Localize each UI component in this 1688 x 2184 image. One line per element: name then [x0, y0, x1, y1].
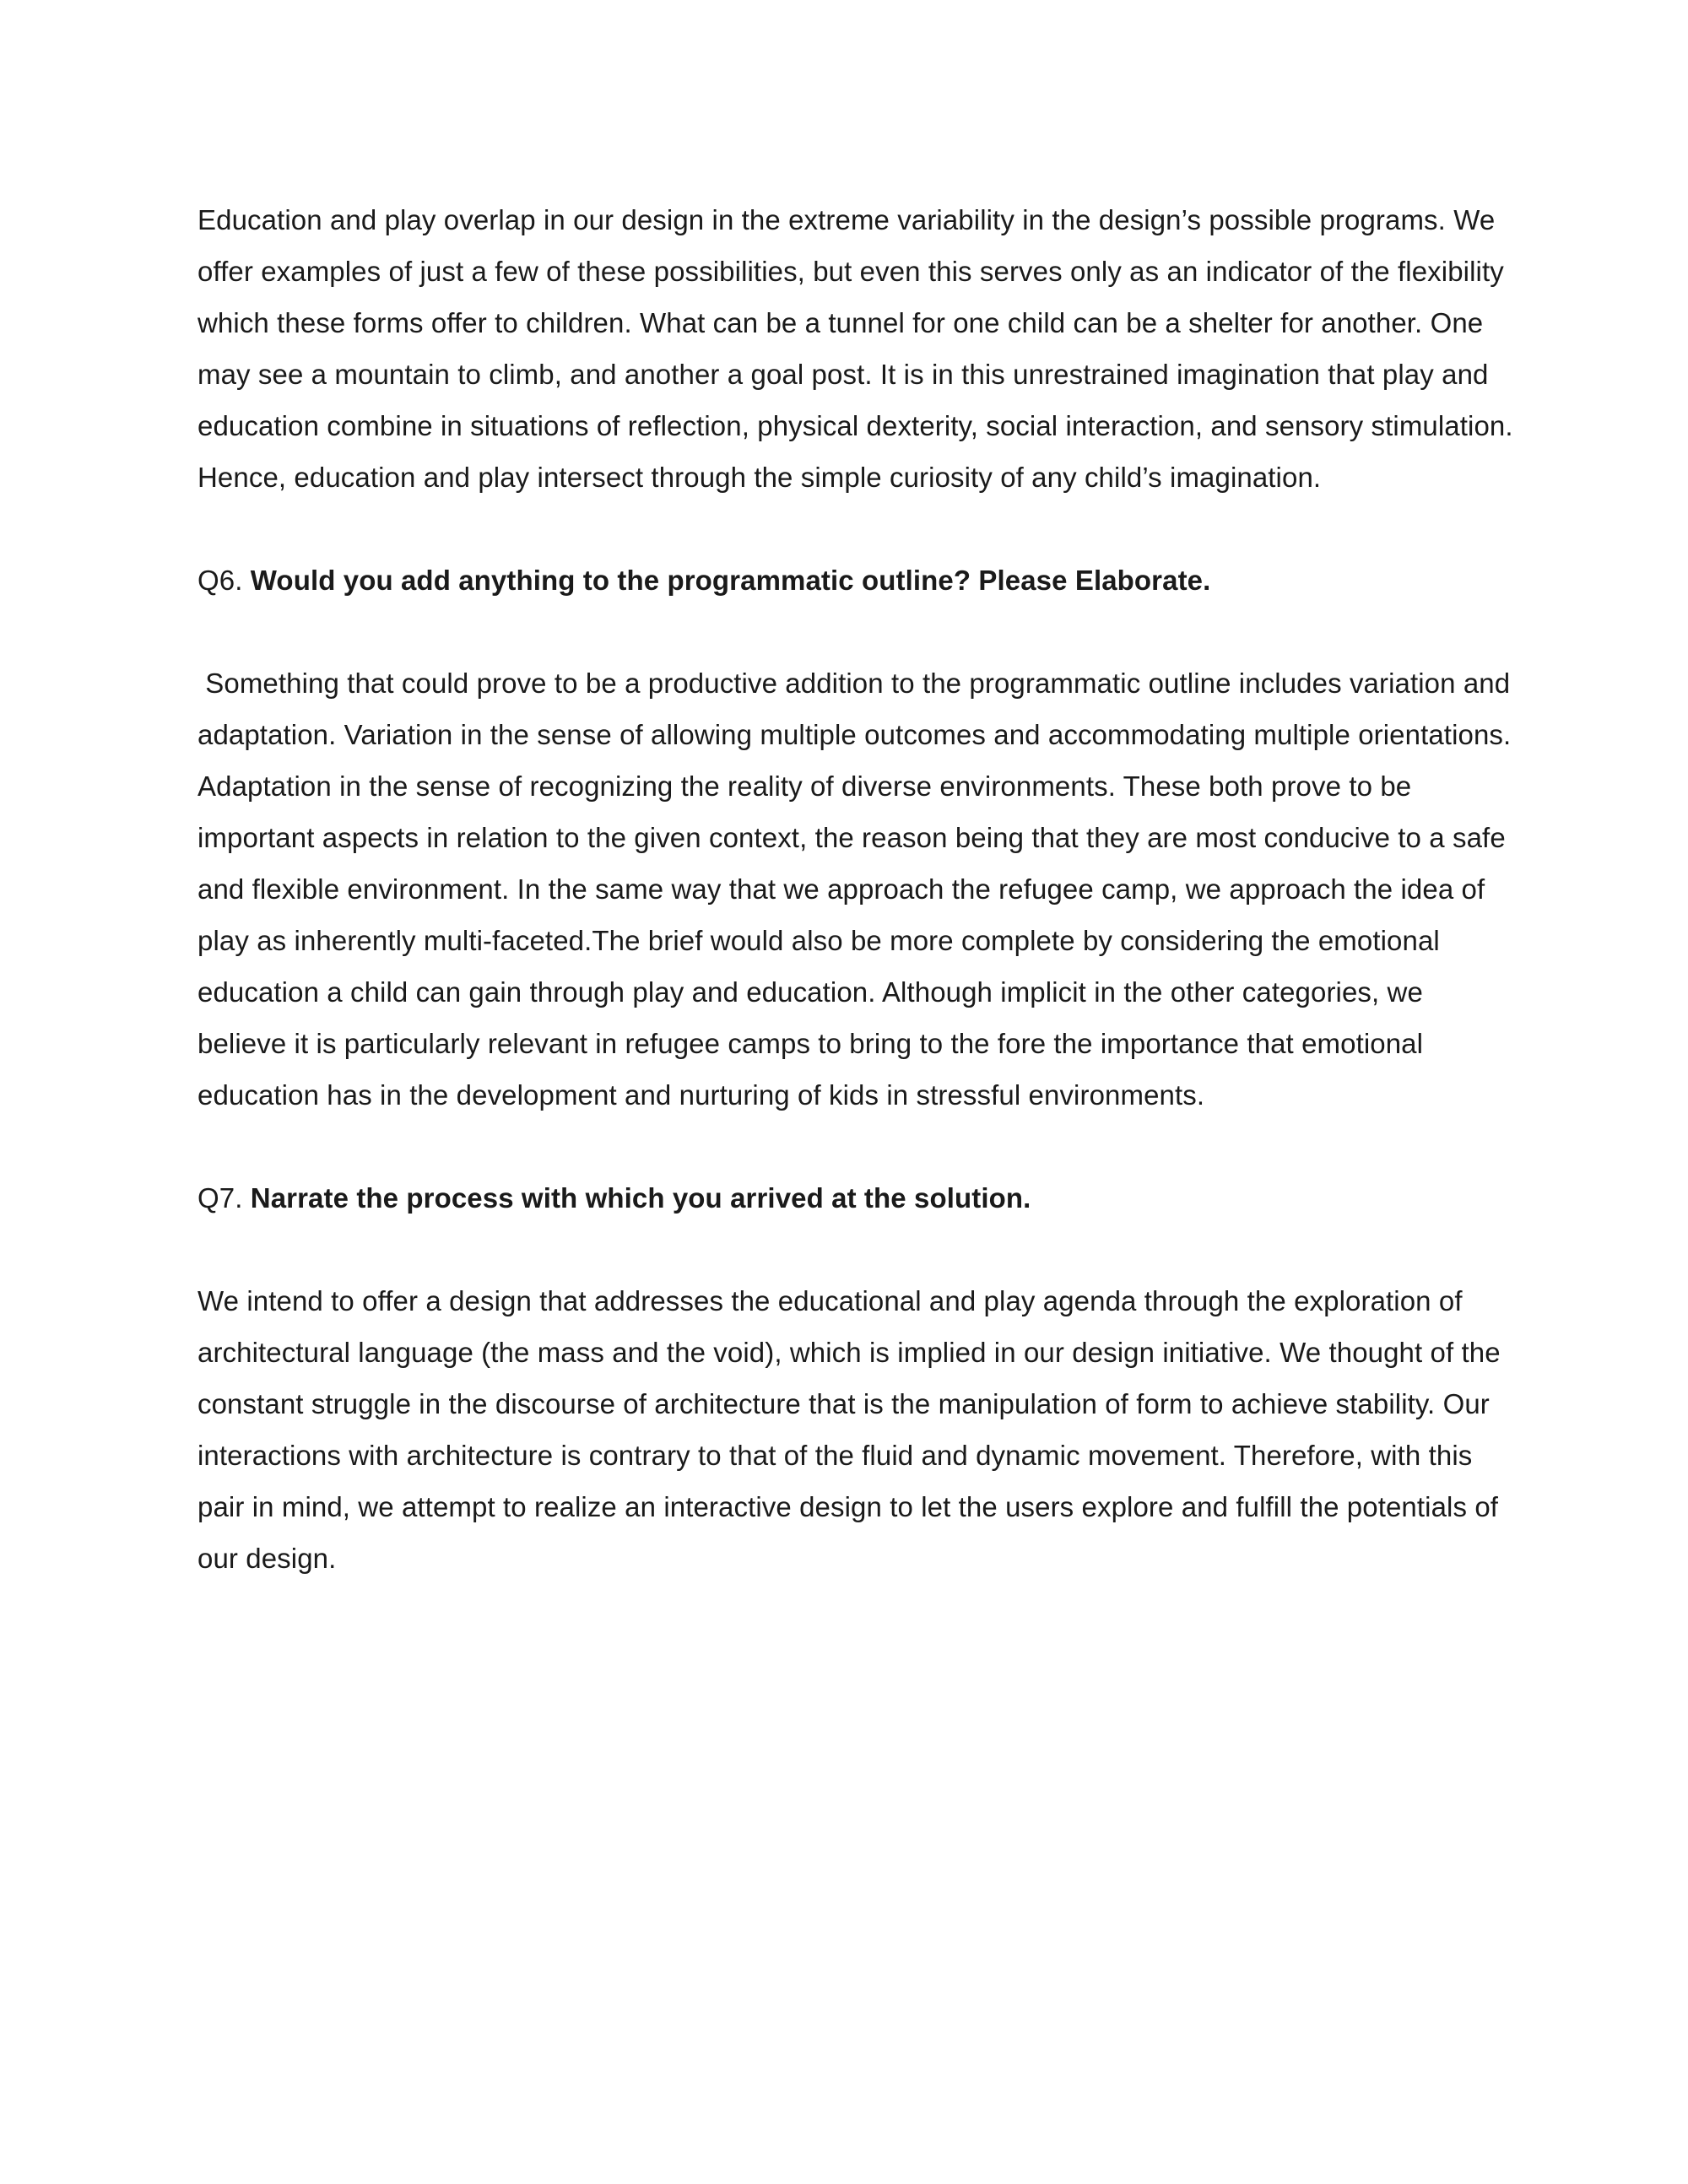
question-q6 [197, 554, 1514, 606]
question-number-q6: Q6. [197, 565, 243, 596]
question-number-q7: Q7. [197, 1182, 243, 1214]
answer-paragraph-q7: We intend to offer a design that addresses the educational and play agenda through the exploration of architectural language (the mass and the void), which is implied in our design initiative. We thought of the constant struggle in the discourse of architecture that is the manipulation of form to achieve stability. Our interactions with architecture is contrary to that of the fluid and dynamic movement. Therefore, with this pair in mind, we attempt to realize an interactive design to let the users explore and fulfill the potentials of our design. [197, 1285, 1501, 1574]
answer-paragraph-q5: Education and play overlap in our design in the extreme variability in the design’s possible programs. We offer examples of just a few of these possibilities, but even this serves only as an indicator of the flexibility which these forms offer to children. What can be a tunnel for one child can be a shelter for another. One may see a mountain to climb, and another a goal post. It is in this unrestrained imagination that play and education combine in situations of reflection, physical dexterity, social interaction, and sensory stimulation. Hence, education and play intersect through the simple curiosity of any child’s imagination. [197, 204, 1513, 493]
question-text-q7: Narrate the process with which you arrived at the solution. [250, 1182, 1031, 1214]
document-body [197, 194, 1514, 1635]
question-q7 [197, 1172, 1514, 1224]
question-text-q6: Would you add anything to the programmatic outline? Please Elaborate. [250, 565, 1211, 596]
leading-space [197, 668, 205, 699]
answer-text-q6: Something that could prove to be a productive addition to the programmatic outline includes variation and adaptation. Variation in the sense of allowing multiple outcomes and accommodating multiple orientations. Adaptation in the sense of recognizing the reality of diverse environments. These both prove to be important aspects in relation to the given context, the reason being that they are most conducive to a safe and flexible environment. In the same way that we approach the refugee camp, we approach the idea of play as inherently multi-faceted.The brief would also be more complete by considering the emotional education a child can gain through play and education. Although implicit in the other categories, we believe it is particularly relevant in refugee camps to bring to the fore the importance that emotional education has in the development and nurturing of kids in stressful environments. [197, 668, 1512, 1111]
answer-paragraph-q6 [197, 657, 1514, 1121]
